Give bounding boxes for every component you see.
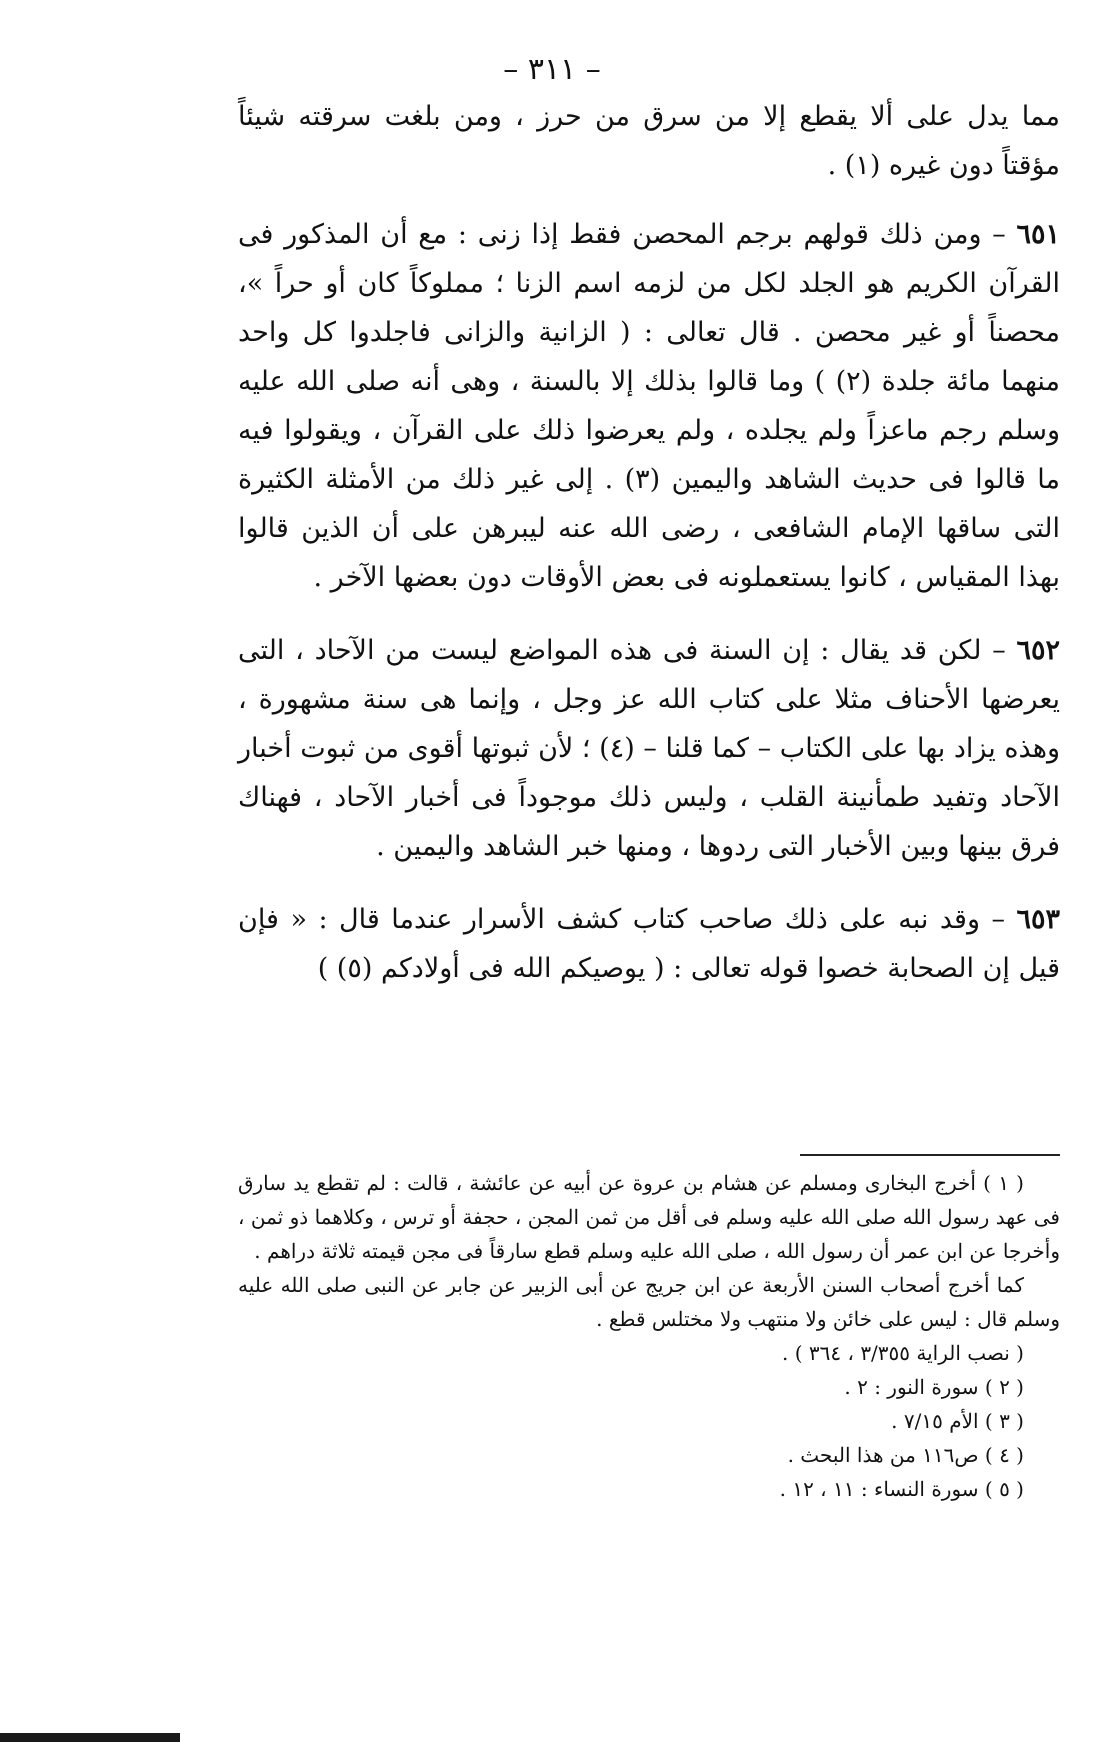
footnote-1: ( ١ ) أخرج البخارى ومسلم عن هشام بن عروة عن أبيه عن عائشة ، قالت : لم تقطع يد سارق فى عهد رسول الله صلى الله عليه وسلم فى أقل من ثمن المجن ، حجفة أو ترس ، وكلاهما ذو ثمن ، وأخرجا عن ابن عمر أن رسول الله ، صلى الله عليه وسلم قطع سارقاً فى مجن قيمته ثلاثة دراهم . xyxy=(238,1171,1060,1263)
paragraph-number: ٦٥١ xyxy=(1016,219,1060,250)
paragraph-text: – ومن ذلك قولهم برجم المحصن فقط إذا زنى : مع أن المذكور فى القرآن الكريم هو الجلد لكل من لزمه اسم الزنا ؛ مملوكاً كان أو حراً »، محصناً أو غير محصن . قال تعالى : ( الزانية والزانى فاجلدوا كل واحد منهما مائة جلدة (٢) ) وما قالوا بذلك إلا بالسنة ، وهى أنه صلى الله عليه وسلم رجم ماعزاً ولم يجلده ، ولم يعرضوا ذلك على القرآن ، ويقولوا فيه ما قالوا فى حديث الشاهد واليمين (٣) . إلى غير ذلك من الأمثلة الكثيرة التى ساقها الإمام الشافعى ، رضى الله عنه ليبرهن على أن الذين قالوا بهذا المقياس ، كانوا يستعملونه فى بعض الأوقات دون بعضها الآخر . xyxy=(238,219,1061,593)
main-text xyxy=(238,92,1060,1017)
paragraph-text: – وقد نبه على ذلك صاحب كتاب كشف الأسرار عندما قال : « فإن قيل إن الصحابة خصوا قوله تعالى : ( يوصيكم الله فى أولادكم (٥) ) xyxy=(238,904,1060,984)
footnote-5: ( ٥ ) سورة النساء : ١١ ، ١٢ . xyxy=(779,1477,1024,1501)
paragraph-number: ٦٥٣ xyxy=(1016,904,1060,935)
scan-edge-mark xyxy=(0,1733,180,1742)
paragraph-continuation xyxy=(238,92,1060,190)
footnote-1-continued: كما أخرج أصحاب السنن الأربعة عن ابن جريج عن أبى الزبير عن جابر عن النبى صلى الله عليه وسلم قال : ليس على خائن ولا منتهب ولا مختلس قطع . xyxy=(238,1273,1060,1331)
paragraph-text: – لكن قد يقال : إن السنة فى هذه المواضع ليست من الآحاد ، التى يعرضها الأحناف مثلا على كتاب الله عز وجل ، وإنما هى سنة مشهورة ، وهذه يزاد بها على الكتاب – كما قلنا – (٤) ؛ لأن ثبوتها أقوى من ثبوت أخبار الآحاد وتفيد طمأنينة القلب ، وليس ذلك موجوداً فى أخبار الآحاد ، فهناك فرق بينها وبين الأخبار التى ردوها ، ومنها خبر الشاهد واليمين . xyxy=(238,635,1061,862)
footnote-4: ( ٤ ) ص١١٦ من هذا البحث . xyxy=(787,1443,1024,1467)
paragraph-text: مما يدل على ألا يقطع إلا من سرق من حرز ، ومن بلغت سرقته شيئاً مؤقتاً دون غيره (١) . xyxy=(238,101,1060,181)
footnote-divider xyxy=(800,1154,1060,1156)
page-number: – ٣١١ – xyxy=(503,52,601,87)
paragraph-653 xyxy=(238,895,1060,993)
paragraph-number: ٦٥٢ xyxy=(1016,635,1060,666)
footnote-2: ( ٢ ) سورة النور : ٢ . xyxy=(844,1375,1024,1399)
footnotes xyxy=(238,1166,1060,1506)
paragraph-651 xyxy=(238,210,1060,602)
footnote-3: ( ٣ ) الأم ٧/١٥ . xyxy=(891,1409,1024,1433)
footnote-1-source: ( نصب الراية ٣/٣٥٥ ، ٣٦٤ ) . xyxy=(782,1341,1024,1365)
paragraph-652 xyxy=(238,626,1060,871)
